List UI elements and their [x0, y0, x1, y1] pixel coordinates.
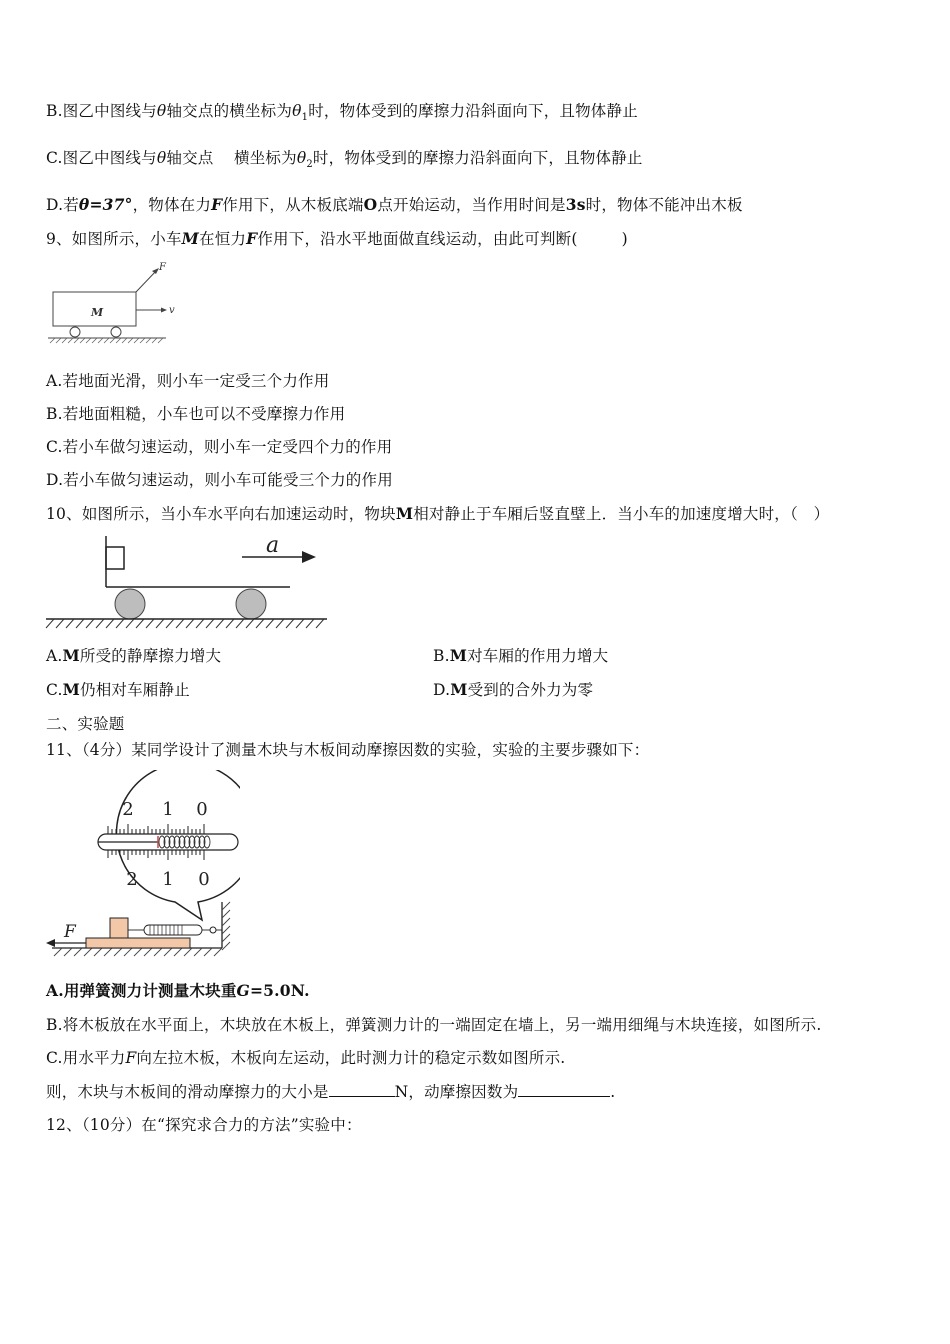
q10-option-a: A.M所受的静摩擦力增大	[46, 646, 222, 665]
accel-label: a	[266, 533, 280, 558]
q12-stem: 12、（10分）在“探究求合力的方法”实验中：	[46, 1116, 362, 1134]
cart-wheel-right	[111, 327, 121, 337]
q10-option-d: D.M受到的合外力为零	[433, 680, 594, 699]
force-label: F	[159, 262, 166, 273]
q9-option-b: B.若地面粗糙，小车也可以不受摩擦力作用	[46, 405, 346, 423]
wheel-right	[236, 589, 266, 619]
q8-option-c: C.图乙中图线与θ轴交点 横坐标为$\theta_2$时，物体受到的摩擦力沿斜面向下，且物体静止	[46, 149, 643, 171]
wooden-block	[110, 918, 128, 938]
wall-hatch	[222, 902, 230, 950]
q11-stem: 11、（4分）某同学设计了测量木块与木板间动摩擦因数的实验，实验的主要步骤如下：	[46, 741, 650, 759]
small-scale	[144, 925, 202, 935]
accel-arrowhead	[302, 551, 316, 563]
pull-arrowhead	[46, 939, 55, 947]
q11-result: 则，木块与木板间的滑动摩擦力的大小是 N，动摩擦因数为 .	[46, 1083, 616, 1101]
ground-hatch	[54, 948, 222, 956]
top-tick-1: 1	[162, 799, 174, 820]
force-arrowhead	[152, 268, 159, 274]
q10-stem: 10、如图所示，当小车水平向右加速运动时，物块M相对静止于车厢后竖直壁上．当小车的加速度增大时，（ ）	[46, 504, 830, 523]
q9-stem: 9、如图所示，小车M在恒力F作用下，沿水平地面做直线运动，由此可判断( )	[46, 229, 628, 248]
force-arrow	[136, 270, 157, 292]
bottom-tick-0: 0	[198, 869, 210, 890]
velocity-label: v	[169, 305, 175, 316]
q11-step-c: C.用水平力F向左拉木板，木板向左运动，此时测力计的稳定示数如图所示.	[46, 1049, 566, 1067]
q11-step-a: A.用弹簧测力计测量木块重G=5.0N.	[46, 981, 310, 1000]
board	[86, 938, 190, 948]
q9-cart-figure	[46, 258, 176, 346]
wheel-left	[115, 589, 145, 619]
q8-option-b: B.图乙中图线与θ轴交点的横坐标为$\theta_1$时，物体受到的摩擦力沿斜面向下，且物体静止	[46, 102, 638, 124]
bottom-tick-1: 1	[162, 869, 174, 890]
q10-cart-figure	[44, 533, 334, 633]
q10-option-b: B.M对车厢的作用力增大	[433, 646, 609, 665]
block-m	[106, 547, 124, 569]
q9-option-d: D.若小车做匀速运动，则小车可能受三个力的作用	[46, 471, 393, 489]
top-tick-2: 2	[122, 799, 134, 820]
scale-ring	[210, 927, 216, 933]
bottom-tick-2: 2	[126, 869, 138, 890]
q11-spring-scale-figure	[44, 770, 240, 962]
scale-ticks-top	[108, 824, 204, 834]
q11-step-b: B.将木板放在水平面上，木块放在木板上，弹簧测力计的一端固定在墙上，另一端用细绳与木块连接，如图所示.	[46, 1016, 822, 1034]
ground-hatch	[46, 619, 324, 628]
q9-option-c: C.若小车做匀速运动，则小车一定受四个力的作用	[46, 438, 393, 456]
scale-ticks-bottom	[108, 850, 204, 860]
cart-label: M	[91, 306, 104, 319]
q10-option-c: C.M仍相对车厢静止	[46, 680, 190, 699]
coefficient-answer-blank[interactable]	[518, 1081, 610, 1097]
section-heading: 二、实验题	[46, 715, 125, 733]
top-tick-0: 0	[196, 799, 208, 820]
cart-wheel-left	[70, 327, 80, 337]
q8-option-d: D.若θ=37°，物体在力F作用下，从木板底端O点开始运动，当作用时间是3s时，物体不能冲出木板	[46, 195, 743, 214]
ground-hatch	[50, 338, 163, 343]
pull-label: F	[64, 922, 76, 942]
friction-answer-blank[interactable]	[329, 1081, 395, 1097]
q9-option-a: A.若地面光滑，则小车一定受三个力作用	[46, 372, 330, 390]
velocity-arrowhead	[161, 308, 167, 313]
